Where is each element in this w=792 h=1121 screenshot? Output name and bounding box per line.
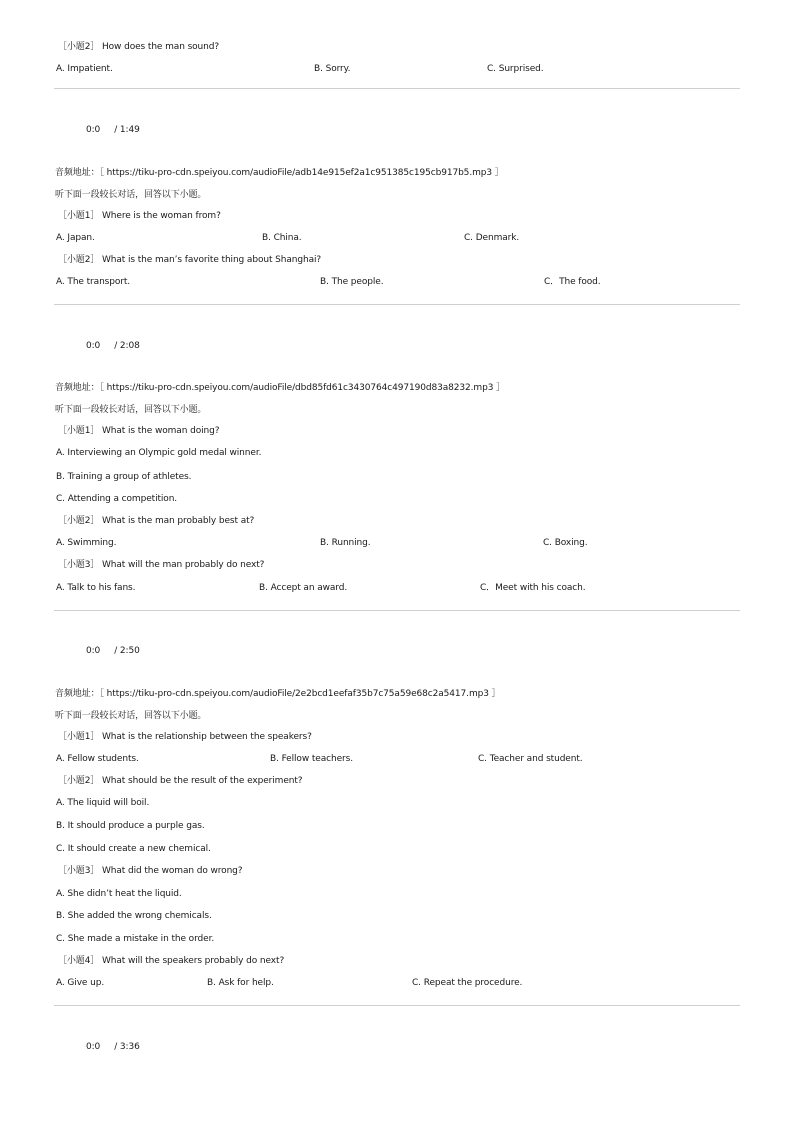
- question-1-text: ［小题1］ What is the woman doing?: [58, 426, 220, 436]
- option-b[interactable]: B. Fellow teachers.: [270, 754, 353, 764]
- total-time: / 2:08: [114, 341, 140, 351]
- question-1-text: ［小题1］ What is the relationship between the speakers?: [58, 732, 312, 742]
- question-3-text: ［小题3］ What will the man probably do next?: [58, 560, 265, 570]
- option-a[interactable]: A. Talk to his fans.: [56, 583, 136, 593]
- audio-player[interactable]: [86, 341, 140, 352]
- audio-url[interactable]: 音频地址：［ https://tiku-pro-cdn.speiyou.com/audioFile/adb14e915ef2a1c951385c195cb917b5.mp3 ］: [55, 168, 504, 178]
- option-b[interactable]: B. Running.: [320, 538, 371, 548]
- total-time: / 3:36: [114, 1042, 140, 1052]
- option-c[interactable]: C. Teacher and student.: [478, 754, 583, 764]
- section-divider: [54, 304, 740, 305]
- instruction-text: 听下面一段较长对话，回答以下小题。: [55, 711, 207, 721]
- option-a[interactable]: A. Swimming.: [56, 538, 117, 548]
- option-c[interactable]: C．Meet with his coach.: [480, 583, 586, 593]
- option-a[interactable]: A. Fellow students.: [56, 754, 139, 764]
- instruction-text: 听下面一段较长对话，回答以下小题。: [55, 190, 207, 200]
- option-a[interactable]: A. The liquid will boil.: [56, 798, 150, 808]
- option-b[interactable]: B. She added the wrong chemicals.: [56, 911, 212, 921]
- section-divider: [54, 610, 740, 611]
- option-c[interactable]: C. Surprised.: [487, 64, 544, 74]
- option-c[interactable]: C．The food.: [544, 277, 601, 287]
- option-a[interactable]: A. Interviewing an Olympic gold medal winner.: [56, 448, 262, 458]
- option-b[interactable]: B. China.: [262, 233, 302, 243]
- current-time: 0:0: [86, 125, 101, 135]
- option-a[interactable]: A. Impatient.: [56, 64, 113, 74]
- question-2-text: ［小题2］ What is the man probably best at?: [58, 516, 255, 526]
- option-a[interactable]: A. She didn’t heat the liquid.: [56, 889, 182, 899]
- option-a[interactable]: A. Japan.: [56, 233, 95, 243]
- question-4-text: ［小题4］ What will the speakers probably do next?: [58, 956, 285, 966]
- option-c[interactable]: C. She made a mistake in the order.: [56, 934, 215, 944]
- option-b[interactable]: B. The people.: [320, 277, 384, 287]
- audio-url[interactable]: 音频地址：［ https://tiku-pro-cdn.speiyou.com/audioFile/2e2bcd1eefaf35b7c75a59e68c2a5417.mp3 ］: [55, 689, 501, 699]
- question-2-text: ［小题2］ What is the man’s favorite thing about Shanghai?: [58, 255, 322, 265]
- option-b[interactable]: B. Training a group of athletes.: [56, 472, 192, 482]
- option-a[interactable]: A. Give up.: [56, 978, 105, 988]
- current-time: 0:0: [86, 1042, 101, 1052]
- section-divider: [54, 1005, 740, 1006]
- option-b[interactable]: B. Ask for help.: [207, 978, 274, 988]
- question-2-text: ［小题2］ How does the man sound?: [58, 42, 220, 52]
- current-time: 0:0: [86, 341, 101, 351]
- section-divider: [54, 88, 740, 89]
- question-1-text: ［小题1］ Where is the woman from?: [58, 211, 221, 221]
- audio-player[interactable]: [86, 1042, 140, 1053]
- option-b[interactable]: B. Sorry.: [314, 64, 351, 74]
- option-c[interactable]: C. It should create a new chemical.: [56, 844, 211, 854]
- audio-url[interactable]: 音频地址：［ https://tiku-pro-cdn.speiyou.com/audioFile/dbd85fd61c3430764c497190d83a8232.mp3 ］: [55, 383, 505, 393]
- option-c[interactable]: C. Denmark.: [464, 233, 520, 243]
- option-c[interactable]: C. Repeat the procedure.: [412, 978, 523, 988]
- question-2-text: ［小题2］ What should be the result of the experiment?: [58, 776, 303, 786]
- question-3-text: ［小题3］ What did the woman do wrong?: [58, 866, 243, 876]
- option-c[interactable]: C. Attending a competition.: [56, 494, 178, 504]
- total-time: / 1:49: [114, 125, 140, 135]
- current-time: 0:0: [86, 646, 101, 656]
- option-c[interactable]: C. Boxing.: [543, 538, 588, 548]
- total-time: / 2:50: [114, 646, 140, 656]
- option-b[interactable]: B. Accept an award.: [259, 583, 348, 593]
- option-a[interactable]: A. The transport.: [56, 277, 131, 287]
- option-b[interactable]: B. It should produce a purple gas.: [56, 821, 205, 831]
- audio-player[interactable]: [86, 125, 140, 136]
- instruction-text: 听下面一段较长对话，回答以下小题。: [55, 405, 207, 415]
- audio-player[interactable]: [86, 646, 140, 657]
